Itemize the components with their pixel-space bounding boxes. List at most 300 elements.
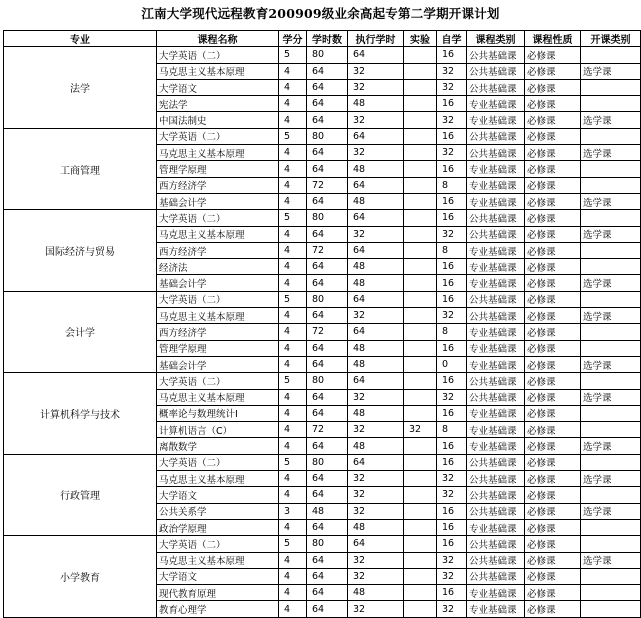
lab-hours-cell: [404, 193, 437, 209]
lab-hours-cell: [404, 568, 437, 584]
lab-hours-cell: [404, 226, 437, 242]
open-type-cell: 选学课: [581, 226, 641, 242]
lab-hours-cell: [404, 308, 437, 324]
self-study-cell: 32: [437, 389, 467, 405]
credit-cell: 4: [279, 226, 307, 242]
open-type-cell: [581, 585, 641, 601]
self-study-cell: 32: [437, 487, 467, 503]
exec-hours-cell: 32: [348, 145, 404, 161]
lab-hours-cell: [404, 389, 437, 405]
open-type-cell: [581, 291, 641, 307]
exec-hours-cell: 48: [348, 193, 404, 209]
open-type-cell: [581, 161, 641, 177]
credit-cell: 4: [279, 275, 307, 291]
course-plan-table: [3, 30, 641, 618]
course-name-cell: 马克思主义基本原理: [157, 389, 279, 405]
lab-hours-cell: [404, 63, 437, 79]
hours-cell: 80: [307, 454, 348, 470]
credit-cell: 4: [279, 405, 307, 421]
open-type-cell: [581, 96, 641, 112]
header-lab: 实验: [404, 31, 437, 47]
credit-cell: 3: [279, 503, 307, 519]
major-cell: 行政管理: [4, 454, 157, 535]
open-type-cell: 选学课: [581, 552, 641, 568]
self-study-cell: 16: [437, 585, 467, 601]
lab-hours-cell: [404, 585, 437, 601]
nature-cell: 必修课: [525, 340, 581, 356]
table-row: [4, 536, 641, 552]
category-cell: 公共基础课: [467, 552, 525, 568]
exec-hours-cell: 32: [348, 112, 404, 128]
exec-hours-cell: 32: [348, 552, 404, 568]
course-name-cell: 大学语文: [157, 487, 279, 503]
open-type-cell: [581, 487, 641, 503]
credit-cell: 4: [279, 259, 307, 275]
category-cell: 专业基础课: [467, 422, 525, 438]
open-type-cell: 选学课: [581, 112, 641, 128]
hours-cell: 64: [307, 340, 348, 356]
exec-hours-cell: 32: [348, 226, 404, 242]
category-cell: 公共基础课: [467, 79, 525, 95]
self-study-cell: 32: [437, 568, 467, 584]
hours-cell: 64: [307, 193, 348, 209]
lab-hours-cell: [404, 47, 437, 63]
open-type-cell: 选学课: [581, 275, 641, 291]
category-cell: 专业基础课: [467, 193, 525, 209]
self-study-cell: 16: [437, 536, 467, 552]
category-cell: 公共基础课: [467, 291, 525, 307]
category-cell: 公共基础课: [467, 454, 525, 470]
course-name-cell: 管理学原理: [157, 340, 279, 356]
category-cell: 专业基础课: [467, 601, 525, 617]
open-type-cell: 选学课: [581, 503, 641, 519]
lab-hours-cell: 32: [404, 422, 437, 438]
header-open-type: 开课类别: [581, 31, 641, 47]
credit-cell: 4: [279, 438, 307, 454]
exec-hours-cell: 32: [348, 422, 404, 438]
lab-hours-cell: [404, 275, 437, 291]
credit-cell: 4: [279, 422, 307, 438]
table-row: [4, 373, 641, 389]
self-study-cell: 32: [437, 471, 467, 487]
nature-cell: 必修课: [525, 422, 581, 438]
exec-hours-cell: 48: [348, 161, 404, 177]
lab-hours-cell: [404, 145, 437, 161]
course-name-cell: 大学英语（二）: [157, 47, 279, 63]
category-cell: 专业基础课: [467, 112, 525, 128]
credit-cell: 5: [279, 373, 307, 389]
nature-cell: 必修课: [525, 177, 581, 193]
course-name-cell: 管理学原理: [157, 161, 279, 177]
nature-cell: 必修课: [525, 373, 581, 389]
lab-hours-cell: [404, 161, 437, 177]
nature-cell: 必修课: [525, 96, 581, 112]
exec-hours-cell: 32: [348, 63, 404, 79]
category-cell: 专业基础课: [467, 438, 525, 454]
category-cell: 公共基础课: [467, 210, 525, 226]
category-cell: 公共基础课: [467, 503, 525, 519]
major-cell: 小学教育: [4, 536, 157, 617]
lab-hours-cell: [404, 454, 437, 470]
exec-hours-cell: 48: [348, 275, 404, 291]
category-cell: 公共基础课: [467, 373, 525, 389]
credit-cell: 4: [279, 487, 307, 503]
hours-cell: 72: [307, 422, 348, 438]
open-type-cell: [581, 405, 641, 421]
exec-hours-cell: 32: [348, 601, 404, 617]
open-type-cell: 选学课: [581, 438, 641, 454]
category-cell: 专业基础课: [467, 96, 525, 112]
lab-hours-cell: [404, 552, 437, 568]
category-cell: 公共基础课: [467, 63, 525, 79]
credit-cell: 4: [279, 356, 307, 372]
nature-cell: 必修课: [525, 47, 581, 63]
nature-cell: 必修课: [525, 601, 581, 617]
category-cell: 专业基础课: [467, 340, 525, 356]
open-type-cell: [581, 568, 641, 584]
lab-hours-cell: [404, 259, 437, 275]
nature-cell: 必修课: [525, 226, 581, 242]
exec-hours-cell: 48: [348, 405, 404, 421]
credit-cell: 4: [279, 112, 307, 128]
nature-cell: 必修课: [525, 438, 581, 454]
open-type-cell: [581, 536, 641, 552]
exec-hours-cell: 48: [348, 96, 404, 112]
open-type-cell: [581, 79, 641, 95]
course-name-cell: 大学语文: [157, 568, 279, 584]
hours-cell: 64: [307, 585, 348, 601]
self-study-cell: 8: [437, 324, 467, 340]
nature-cell: 必修课: [525, 503, 581, 519]
exec-hours-cell: 32: [348, 389, 404, 405]
course-name-cell: 大学英语（二）: [157, 291, 279, 307]
category-cell: 专业基础课: [467, 356, 525, 372]
open-type-cell: [581, 324, 641, 340]
course-name-cell: 概率论与数理统计I: [157, 405, 279, 421]
hours-cell: 64: [307, 308, 348, 324]
credit-cell: 4: [279, 308, 307, 324]
hours-cell: 72: [307, 324, 348, 340]
lab-hours-cell: [404, 438, 437, 454]
hours-cell: 64: [307, 601, 348, 617]
open-type-cell: [581, 422, 641, 438]
hours-cell: 64: [307, 226, 348, 242]
exec-hours-cell: 32: [348, 308, 404, 324]
self-study-cell: 16: [437, 438, 467, 454]
open-type-cell: [581, 373, 641, 389]
category-cell: 专业基础课: [467, 275, 525, 291]
nature-cell: 必修课: [525, 112, 581, 128]
category-cell: 专业基础课: [467, 177, 525, 193]
course-name-cell: 西方经济学: [157, 324, 279, 340]
header-major: 专业: [4, 31, 157, 47]
category-cell: 公共基础课: [467, 568, 525, 584]
hours-cell: 64: [307, 161, 348, 177]
self-study-cell: 16: [437, 454, 467, 470]
nature-cell: 必修课: [525, 324, 581, 340]
nature-cell: 必修课: [525, 308, 581, 324]
hours-cell: 72: [307, 242, 348, 258]
credit-cell: 4: [279, 340, 307, 356]
open-type-cell: 选学课: [581, 63, 641, 79]
nature-cell: 必修课: [525, 128, 581, 144]
open-type-cell: [581, 340, 641, 356]
hours-cell: 64: [307, 471, 348, 487]
course-name-cell: 离散数学: [157, 438, 279, 454]
lab-hours-cell: [404, 210, 437, 226]
nature-cell: 必修课: [525, 356, 581, 372]
lab-hours-cell: [404, 128, 437, 144]
hours-cell: 80: [307, 291, 348, 307]
header-row: [4, 31, 641, 47]
nature-cell: 必修课: [525, 291, 581, 307]
self-study-cell: 16: [437, 259, 467, 275]
exec-hours-cell: 48: [348, 585, 404, 601]
open-type-cell: [581, 210, 641, 226]
hours-cell: 64: [307, 568, 348, 584]
nature-cell: 必修课: [525, 471, 581, 487]
self-study-cell: 32: [437, 112, 467, 128]
header-category: 课程类别: [467, 31, 525, 47]
open-type-cell: [581, 454, 641, 470]
credit-cell: 4: [279, 63, 307, 79]
nature-cell: 必修课: [525, 161, 581, 177]
open-type-cell: [581, 177, 641, 193]
hours-cell: 64: [307, 356, 348, 372]
exec-hours-cell: 32: [348, 568, 404, 584]
course-name-cell: 基础会计学: [157, 275, 279, 291]
hours-cell: 64: [307, 389, 348, 405]
lab-hours-cell: [404, 96, 437, 112]
lab-hours-cell: [404, 112, 437, 128]
course-name-cell: 宪法学: [157, 96, 279, 112]
course-name-cell: 基础会计学: [157, 356, 279, 372]
credit-cell: 5: [279, 210, 307, 226]
table-row: [4, 128, 641, 144]
self-study-cell: 8: [437, 177, 467, 193]
hours-cell: 64: [307, 438, 348, 454]
lab-hours-cell: [404, 291, 437, 307]
credit-cell: 4: [279, 242, 307, 258]
course-name-cell: 大学英语（二）: [157, 373, 279, 389]
credit-cell: 5: [279, 454, 307, 470]
lab-hours-cell: [404, 536, 437, 552]
nature-cell: 必修课: [525, 79, 581, 95]
self-study-cell: 16: [437, 503, 467, 519]
hours-cell: 64: [307, 112, 348, 128]
exec-hours-cell: 64: [348, 210, 404, 226]
hours-cell: 64: [307, 96, 348, 112]
credit-cell: 4: [279, 193, 307, 209]
category-cell: 专业基础课: [467, 405, 525, 421]
exec-hours-cell: 64: [348, 373, 404, 389]
course-name-cell: 马克思主义基本原理: [157, 308, 279, 324]
exec-hours-cell: 48: [348, 356, 404, 372]
header-credit: 学分: [279, 31, 307, 47]
nature-cell: 必修课: [525, 454, 581, 470]
lab-hours-cell: [404, 373, 437, 389]
self-study-cell: 32: [437, 63, 467, 79]
course-name-cell: 中国法制史: [157, 112, 279, 128]
credit-cell: 4: [279, 161, 307, 177]
self-study-cell: 32: [437, 145, 467, 161]
hours-cell: 72: [307, 177, 348, 193]
lab-hours-cell: [404, 503, 437, 519]
course-name-cell: 基础会计学: [157, 193, 279, 209]
self-study-cell: 16: [437, 96, 467, 112]
credit-cell: 4: [279, 601, 307, 617]
open-type-cell: 选学课: [581, 193, 641, 209]
hours-cell: 64: [307, 275, 348, 291]
course-name-cell: 马克思主义基本原理: [157, 552, 279, 568]
category-cell: 公共基础课: [467, 308, 525, 324]
nature-cell: 必修课: [525, 405, 581, 421]
lab-hours-cell: [404, 405, 437, 421]
category-cell: 公共基础课: [467, 47, 525, 63]
credit-cell: 4: [279, 519, 307, 535]
table-row: [4, 210, 641, 226]
open-type-cell: [581, 242, 641, 258]
course-name-cell: 现代教育原理: [157, 585, 279, 601]
lab-hours-cell: [404, 242, 437, 258]
major-cell: 工商管理: [4, 128, 157, 209]
course-name-cell: 经济法: [157, 259, 279, 275]
exec-hours-cell: 48: [348, 259, 404, 275]
category-cell: 公共基础课: [467, 128, 525, 144]
header-course-name: 课程名称: [157, 31, 279, 47]
category-cell: 公共基础课: [467, 145, 525, 161]
self-study-cell: 16: [437, 128, 467, 144]
hours-cell: 64: [307, 79, 348, 95]
self-study-cell: 32: [437, 226, 467, 242]
credit-cell: 4: [279, 96, 307, 112]
credit-cell: 4: [279, 585, 307, 601]
nature-cell: 必修课: [525, 275, 581, 291]
nature-cell: 必修课: [525, 536, 581, 552]
header-self-study: 自学: [437, 31, 467, 47]
hours-cell: 64: [307, 552, 348, 568]
self-study-cell: 8: [437, 242, 467, 258]
lab-hours-cell: [404, 356, 437, 372]
category-cell: 专业基础课: [467, 585, 525, 601]
category-cell: 专业基础课: [467, 519, 525, 535]
credit-cell: 4: [279, 177, 307, 193]
exec-hours-cell: 32: [348, 487, 404, 503]
category-cell: 公共基础课: [467, 487, 525, 503]
course-name-cell: 大学英语（二）: [157, 128, 279, 144]
self-study-cell: 16: [437, 405, 467, 421]
header-exec-hours: 执行学时: [348, 31, 404, 47]
table-row: [4, 291, 641, 307]
lab-hours-cell: [404, 79, 437, 95]
open-type-cell: [581, 519, 641, 535]
lab-hours-cell: [404, 324, 437, 340]
major-cell: 国际经济与贸易: [4, 210, 157, 291]
hours-cell: 64: [307, 63, 348, 79]
self-study-cell: 16: [437, 210, 467, 226]
self-study-cell: 16: [437, 193, 467, 209]
open-type-cell: [581, 47, 641, 63]
self-study-cell: 16: [437, 373, 467, 389]
lab-hours-cell: [404, 519, 437, 535]
credit-cell: 5: [279, 128, 307, 144]
self-study-cell: 0: [437, 356, 467, 372]
nature-cell: 必修课: [525, 210, 581, 226]
exec-hours-cell: 64: [348, 47, 404, 63]
hours-cell: 64: [307, 145, 348, 161]
hours-cell: 48: [307, 503, 348, 519]
hours-cell: 80: [307, 373, 348, 389]
exec-hours-cell: 64: [348, 324, 404, 340]
course-name-cell: 大学英语（二）: [157, 454, 279, 470]
course-name-cell: 马克思主义基本原理: [157, 471, 279, 487]
exec-hours-cell: 64: [348, 291, 404, 307]
hours-cell: 80: [307, 210, 348, 226]
category-cell: 公共基础课: [467, 471, 525, 487]
self-study-cell: 32: [437, 308, 467, 324]
category-cell: 专业基础课: [467, 161, 525, 177]
course-name-cell: 政治学原理: [157, 519, 279, 535]
table-row: [4, 47, 641, 63]
exec-hours-cell: 32: [348, 471, 404, 487]
lab-hours-cell: [404, 340, 437, 356]
category-cell: 专业基础课: [467, 242, 525, 258]
credit-cell: 5: [279, 536, 307, 552]
exec-hours-cell: 48: [348, 519, 404, 535]
course-name-cell: 马克思主义基本原理: [157, 63, 279, 79]
hours-cell: 80: [307, 536, 348, 552]
nature-cell: 必修课: [525, 242, 581, 258]
open-type-cell: [581, 601, 641, 617]
nature-cell: 必修课: [525, 193, 581, 209]
hours-cell: 64: [307, 519, 348, 535]
major-cell: 计算机科学与技术: [4, 373, 157, 454]
open-type-cell: 选学课: [581, 145, 641, 161]
nature-cell: 必修课: [525, 552, 581, 568]
credit-cell: 4: [279, 568, 307, 584]
category-cell: 专业基础课: [467, 259, 525, 275]
nature-cell: 必修课: [525, 519, 581, 535]
credit-cell: 4: [279, 145, 307, 161]
exec-hours-cell: 48: [348, 438, 404, 454]
course-name-cell: 教育心理学: [157, 601, 279, 617]
nature-cell: 必修课: [525, 63, 581, 79]
open-type-cell: [581, 128, 641, 144]
exec-hours-cell: 32: [348, 503, 404, 519]
hours-cell: 64: [307, 259, 348, 275]
header-nature: 课程性质: [525, 31, 581, 47]
exec-hours-cell: 64: [348, 242, 404, 258]
exec-hours-cell: 64: [348, 128, 404, 144]
header-hours: 学时数: [307, 31, 348, 47]
course-name-cell: 大学英语（二）: [157, 536, 279, 552]
hours-cell: 80: [307, 128, 348, 144]
credit-cell: 5: [279, 47, 307, 63]
course-name-cell: 大学语文: [157, 79, 279, 95]
course-name-cell: 西方经济学: [157, 177, 279, 193]
exec-hours-cell: 64: [348, 536, 404, 552]
credit-cell: 4: [279, 324, 307, 340]
exec-hours-cell: 64: [348, 454, 404, 470]
open-type-cell: 选学课: [581, 308, 641, 324]
credit-cell: 4: [279, 79, 307, 95]
nature-cell: 必修课: [525, 145, 581, 161]
self-study-cell: 32: [437, 601, 467, 617]
hours-cell: 64: [307, 405, 348, 421]
table-body: [4, 47, 641, 617]
nature-cell: 必修课: [525, 568, 581, 584]
self-study-cell: 16: [437, 291, 467, 307]
